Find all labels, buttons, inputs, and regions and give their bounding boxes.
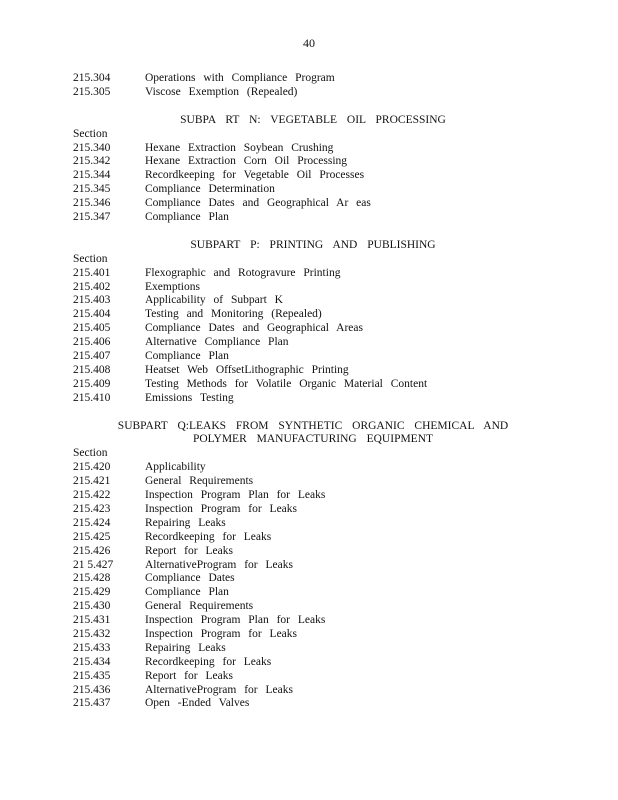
section-row <box>73 614 553 628</box>
section-title: AlternativeProgram for Leaks <box>145 558 293 571</box>
section-number: 215.425 <box>73 530 111 543</box>
section-title: Compliance Plan <box>145 586 229 599</box>
section-row <box>73 72 553 86</box>
section-title: General Requirements <box>145 600 254 613</box>
section-title: Applicability <box>145 461 206 474</box>
section-row <box>73 559 553 573</box>
section-number: 215.344 <box>73 169 111 182</box>
section-row <box>73 378 553 392</box>
section-row <box>73 155 553 169</box>
section-title: Flexographic and Rotogravure Printing <box>145 266 341 279</box>
section-row <box>73 697 553 711</box>
section-title: Alternative Compliance Plan <box>145 336 289 349</box>
section-row <box>73 628 553 642</box>
subpart-heading: SUBPART P: PRINTING AND PUBLISHING <box>190 238 436 251</box>
section-title: AlternativeProgram for Leaks <box>145 683 293 696</box>
section-row <box>73 517 553 531</box>
subpart-heading: SUBPART Q:LEAKS FROM SYNTHETIC ORGANIC CHEMICAL AND <box>117 419 509 432</box>
section-number: 215.432 <box>73 627 111 640</box>
section-row <box>73 392 553 406</box>
subpart-p <box>73 239 553 406</box>
section-row <box>73 545 553 559</box>
section-title: Repairing Leaks <box>145 516 226 529</box>
section-row <box>73 531 553 545</box>
section-title: Heatset Web OffsetLithographic Printing <box>145 363 349 376</box>
section-row <box>73 281 553 295</box>
section-row <box>73 142 553 156</box>
section-number: 215.346 <box>73 197 111 210</box>
section-title: Compliance Dates and Geographical Ar eas <box>145 197 371 210</box>
section-row <box>73 197 553 211</box>
section-number: 215.409 <box>73 377 111 390</box>
section-title: Exemptions <box>145 280 200 293</box>
section-number: 215.407 <box>73 350 111 363</box>
section-row <box>73 364 553 378</box>
section-row <box>73 308 553 322</box>
section-row <box>73 684 553 698</box>
section-row <box>73 183 553 197</box>
section-row <box>73 670 553 684</box>
section-row <box>73 475 553 489</box>
section-number: 215.431 <box>73 614 111 627</box>
section-row <box>73 350 553 364</box>
section-title: Inspection Program Plan for Leaks <box>145 489 326 502</box>
section-number: 215.435 <box>73 669 111 682</box>
section-row <box>73 267 553 281</box>
document-body <box>73 72 553 711</box>
section-row <box>73 586 553 600</box>
section-title: Applicability of Subpart K <box>145 294 283 307</box>
section-number: 215.304 <box>73 72 111 84</box>
section-title: Testing Methods for Volatile Organic Material Content <box>145 377 428 390</box>
section-number: 215.421 <box>73 475 111 488</box>
section-number: 215.347 <box>73 211 111 224</box>
section-row <box>73 642 553 656</box>
section-number: 215.424 <box>73 516 111 529</box>
top-section-list <box>73 72 553 100</box>
section-row <box>73 572 553 586</box>
section-row <box>73 336 553 350</box>
section-title: General Requirements <box>145 475 254 488</box>
section-number: 215.422 <box>73 489 111 502</box>
subpart-q <box>73 420 553 712</box>
section-row <box>73 503 553 517</box>
section-title: Inspection Program Plan for Leaks <box>145 614 326 627</box>
subpart-heading-continued: POLYMER MANUFACTURING EQUIPMENT <box>192 433 434 446</box>
section-title: Recordkeeping for Vegetable Oil Processes <box>145 169 365 182</box>
section-number: 215.305 <box>73 85 111 98</box>
section-row <box>73 86 553 100</box>
page-number: 40 <box>303 36 315 50</box>
section-number: 215.345 <box>73 183 111 196</box>
section-title: Repairing Leaks <box>145 641 226 654</box>
section-title: Viscose Exemption (Repealed) <box>145 85 298 98</box>
section-title: Inspection Program for Leaks <box>145 627 298 640</box>
section-number: 215.403 <box>73 294 111 307</box>
section-number: 215.402 <box>73 280 111 293</box>
section-title: Compliance Dates and Geographical Areas <box>145 322 363 335</box>
section-number: 21 5.427 <box>73 558 114 571</box>
section-title: Compliance Determination <box>145 183 275 196</box>
section-number: 215.340 <box>73 141 111 154</box>
section-row <box>73 600 553 614</box>
section-title: Recordkeeping for Leaks <box>145 530 272 543</box>
subpart-n <box>73 114 553 225</box>
section-number: 215.410 <box>73 391 111 404</box>
section-row <box>73 461 553 475</box>
section-row <box>73 322 553 336</box>
section-title: Inspection Program for Leaks <box>145 502 298 515</box>
section-title: Recordkeeping for Leaks <box>145 655 272 668</box>
section-title: Report for Leaks <box>145 669 233 682</box>
section-title: Compliance Plan <box>145 350 229 363</box>
section-title: Emissions Testing <box>145 391 234 404</box>
subpart-heading: SUBPA RT N: VEGETABLE OIL PROCESSING <box>180 113 446 126</box>
section-number: 215.423 <box>73 502 111 515</box>
section-number: 215.404 <box>73 308 111 321</box>
section-number: 215.434 <box>73 655 111 668</box>
section-number: 215.408 <box>73 363 111 376</box>
section-number: 215.405 <box>73 322 111 335</box>
section-number: 215.428 <box>73 572 111 585</box>
section-title: Operations with Compliance Program <box>145 72 335 84</box>
section-row <box>73 169 553 183</box>
section-number: 215.429 <box>73 586 111 599</box>
section-number: 215.406 <box>73 336 111 349</box>
section-number: 215.436 <box>73 683 111 696</box>
section-label: Section <box>73 127 108 140</box>
section-number: 215.420 <box>73 461 111 474</box>
section-number: 215.437 <box>73 697 111 710</box>
section-title: Compliance Plan <box>145 211 229 224</box>
section-title: Hexane Extraction Soybean Crushing <box>145 141 334 154</box>
section-title: Open -Ended Valves <box>145 697 250 710</box>
section-label: Section <box>73 447 108 460</box>
section-number: 215.430 <box>73 600 111 613</box>
section-title: Compliance Dates <box>145 572 235 585</box>
section-title: Hexane Extraction Corn Oil Processing <box>145 155 348 168</box>
section-row <box>73 211 553 225</box>
section-label: Section <box>73 252 108 265</box>
section-row <box>73 294 553 308</box>
section-row <box>73 489 553 503</box>
section-title: Testing and Monitoring (Repealed) <box>145 308 322 321</box>
section-title: Report for Leaks <box>145 544 233 557</box>
section-number: 215.401 <box>73 266 111 279</box>
section-number: 215.342 <box>73 155 111 168</box>
section-row <box>73 656 553 670</box>
section-number: 215.433 <box>73 641 111 654</box>
section-number: 215.426 <box>73 544 111 557</box>
